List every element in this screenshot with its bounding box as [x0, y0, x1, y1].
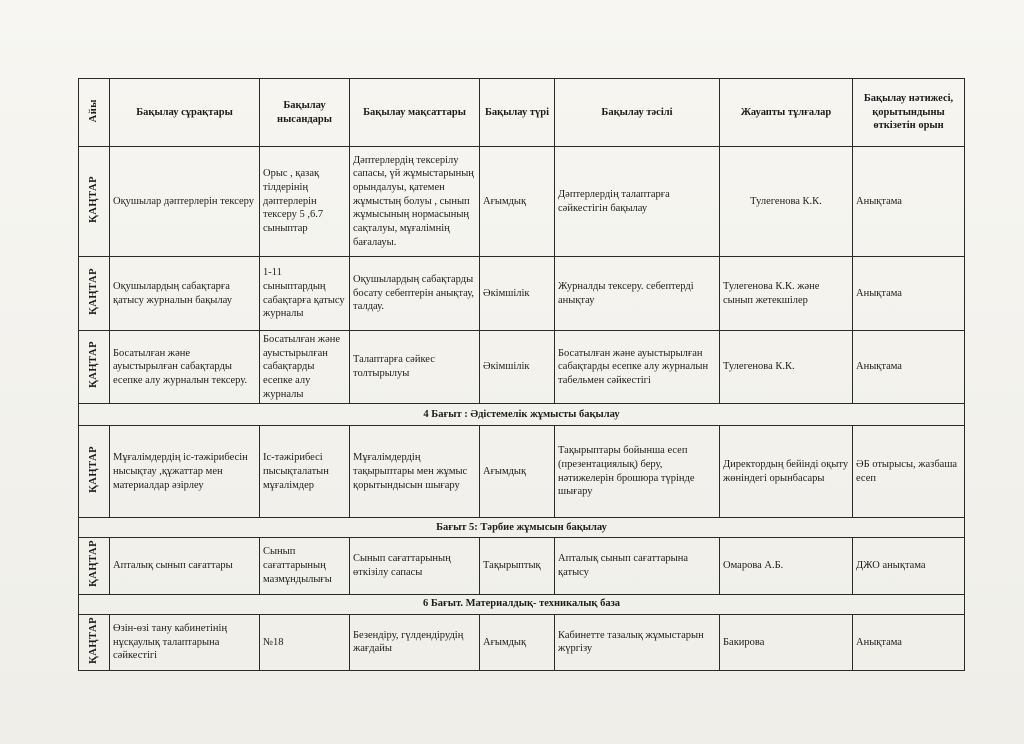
control-plan-table: [78, 78, 965, 671]
row-responsible: Тулегенова К.К.: [720, 331, 853, 404]
row-type: Тақырыптық: [480, 538, 555, 594]
row-method: Босатылған және ауыстырылған сабақтарды есепке алу журналын табельмен сәйкестігі: [555, 331, 720, 404]
table-row: [79, 614, 965, 670]
section-title-6: 6 Бағыт. Материалдық- техникалық база: [79, 594, 965, 614]
row-method: Тақырыптары бойынша есеп (презентациялық) беру, нәтижелерін брошюра түрінде шығару: [555, 426, 720, 518]
header-responsible: Жауапты тұлғалар: [720, 79, 853, 147]
row-method: Кабинетте тазалық жұмыстарын жүргізу: [555, 614, 720, 670]
row-month: ҚАҢТАР: [79, 426, 110, 518]
row-type: Ағымдық: [480, 614, 555, 670]
header-type: Бақылау түрі: [480, 79, 555, 147]
row-goal: Талаптарға сәйкес толтырылуы: [350, 331, 480, 404]
table-row: [79, 426, 965, 518]
row-question: Мұғалімдердің іс-тәжірибесін нысықтау ,құжаттар мен материалдар әзірлеу: [110, 426, 260, 518]
section-row: [79, 518, 965, 538]
row-object: Орыс , қазақ тілдерінің дәптерлерін тексеру 5 ,6.7 сыныптар: [260, 147, 350, 257]
header-row: [79, 79, 965, 147]
row-responsible: Директордың бейінді оқыту жөніндегі орынбасары: [720, 426, 853, 518]
row-type: Ағымдық: [480, 426, 555, 518]
row-result: Анықтама: [853, 614, 965, 670]
row-method: Апталық сынып сағаттарына қатысу: [555, 538, 720, 594]
row-question: Оқушылар дәптерлерін тексеру: [110, 147, 260, 257]
row-month: ҚАҢТАР: [79, 147, 110, 257]
row-result: ДЖО анықтама: [853, 538, 965, 594]
row-question: Өзін-өзі тану кабинетінің нұсқаулық талаптарына сәйкестігі: [110, 614, 260, 670]
header-object: Бақылау нысандары: [260, 79, 350, 147]
table-row: [79, 538, 965, 594]
row-result: Анықтама: [853, 331, 965, 404]
section-row: [79, 404, 965, 426]
header-method: Бақылау тәсілі: [555, 79, 720, 147]
row-object: Босатылған және ауыстырылған сабақтарды есепке алу журналы: [260, 331, 350, 404]
row-object: Іс-тәжірибесі пысықталатын мұғалімдер: [260, 426, 350, 518]
row-method: Журналды тексеру. себептерді анықтау: [555, 257, 720, 331]
section-title-5: Бағыт 5: Тәрбие жұмысын бақылау: [79, 518, 965, 538]
row-type: Әкімшілік: [480, 257, 555, 331]
section-title-4: 4 Бағыт : Әдістемелік жұмысты бақылау: [79, 404, 965, 426]
row-object: №18: [260, 614, 350, 670]
table-row: [79, 331, 965, 404]
row-object: Сынып сағаттарының мазмұндылығы: [260, 538, 350, 594]
row-responsible: Бакирова: [720, 614, 853, 670]
row-method: Дәптерлердің талаптарға сәйкестігін бақылау: [555, 147, 720, 257]
row-month: ҚАҢТАР: [79, 538, 110, 594]
header-month: Айы: [79, 79, 110, 147]
row-goal: Сынып сағаттарының өткізілу сапасы: [350, 538, 480, 594]
row-responsible: Тулегенова К.К.: [720, 147, 853, 257]
row-goal: Безендіру, гүлдендірудің жағдайы: [350, 614, 480, 670]
row-type: Ағымдық: [480, 147, 555, 257]
section-row: [79, 594, 965, 614]
row-month: ҚАҢТАР: [79, 331, 110, 404]
row-goal: Мұғалімдердің тақырыптары мен жұмыс қорытындысын шығару: [350, 426, 480, 518]
table-row: [79, 147, 965, 257]
row-question: Апталық сынып сағаттары: [110, 538, 260, 594]
row-result: Анықтама: [853, 257, 965, 331]
row-question: Босатылған және ауыстырылған сабақтарды есепке алу журналын тексеру.: [110, 331, 260, 404]
header-result: Бақылау нәтижесі, қорытындыны өткізетін орын: [853, 79, 965, 147]
table-row: [79, 257, 965, 331]
row-question: Оқушылардың сабақтарға қатысу журналын бақылау: [110, 257, 260, 331]
row-month: ҚАҢТАР: [79, 257, 110, 331]
row-result: ӘБ отырысы, жазбаша есеп: [853, 426, 965, 518]
row-goal: Дәптерлердің тексерілу сапасы, үй жұмыстарының орындалуы, қатемен жұмыстың болуы , сынып жұмысының нормасының сақталуы, мұғалімнің бағалауы.: [350, 147, 480, 257]
row-responsible: Тулегенова К.К. және сынып жетекшілер: [720, 257, 853, 331]
row-responsible: Омарова А.Б.: [720, 538, 853, 594]
header-goal: Бақылау мақсаттары: [350, 79, 480, 147]
header-question: Бақылау сұрақтары: [110, 79, 260, 147]
row-month: ҚАҢТАР: [79, 614, 110, 670]
row-type: Әкімшілік: [480, 331, 555, 404]
row-object: 1-11 сыныптардың сабақтарға қатысу журналы: [260, 257, 350, 331]
row-result: Анықтама: [853, 147, 965, 257]
row-goal: Оқушылардың сабақтарды босату себептерін анықтау, талдау.: [350, 257, 480, 331]
